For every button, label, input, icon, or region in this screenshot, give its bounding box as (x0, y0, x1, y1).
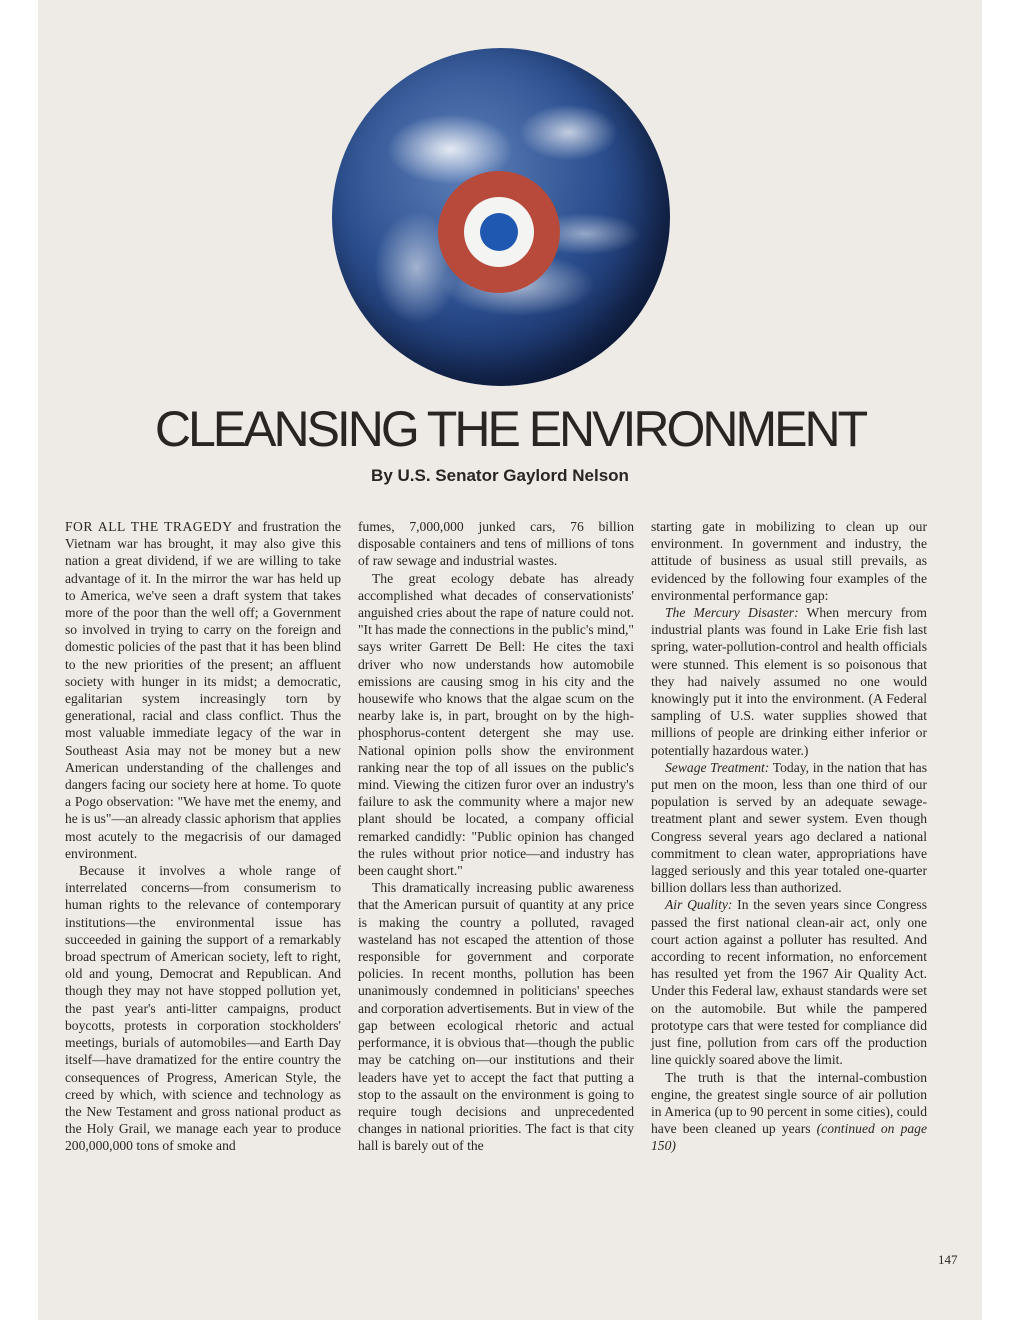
roundel-emblem (438, 171, 560, 293)
paragraph-text: Today, in the nation that has put men on the moon, less than one third of our population is served by an adequate sewage-treatment plant and sewer system. Even though Congress several years ago declared a national commitment to clean water, appropriations have lagged seriously and this year totaled one-quarter billion dollars less than authorized. (651, 759, 928, 896)
paragraph (651, 604, 927, 759)
paragraph-text: When mercury from industrial plants was found in Lake Erie fish last spring, water-pollution-control and health officials were stunned. This element is so poisonous that they had naively assumed no one would knowingly put it into the environment. (A Federal sampling of U.S. water supplies showed that millions of people are drinking either inferior or potentially hazardous water.) (651, 605, 928, 758)
paragraph (651, 896, 927, 1068)
earth-globe-illustration (332, 48, 670, 386)
paragraph: fumes, 7,000,000 junked cars, 76 billion disposable containers and tens of millions of tons of raw sewage and industrial wastes. (358, 519, 634, 569)
paragraph (651, 759, 927, 897)
paragraph: The great ecology debate has already accomplished what decades of conservationists' anguished cries about the rape of nature could not. "It has made the connections in the public's mind," says writer Garrett De Bell: He cites the taxi driver who now understands how automobile emissions are causing smog in his city and the housewife who knows that the algae scum on the nearby lake is, in part, brought on by the high-phosphorus-content detergent she may use. National opinion polls show the environment ranking near the top of all issues on the public's mind. Viewing the citizen furor over an industry's failure to ask the community where a major new plant should be located, a company official remarked candidly: "Public opinion has changed the rules without prior notice—and industry has been caught short." (358, 570, 634, 879)
lead-in: FOR ALL THE TRAGEDY (65, 519, 233, 534)
roundel-white-ring (464, 197, 534, 267)
continued-note: (continued on page 150) (651, 1121, 927, 1154)
run-in-heading: Sewage Treatment: (665, 759, 770, 775)
text-column-1 (65, 518, 341, 1155)
roundel-blue-center (480, 213, 518, 251)
paragraph: starting gate in mobilizing to clean up our environment. In government and industry, the attitude of business as usual still prevails, as evidenced by the following four examples of the environmental performance gap: (651, 519, 927, 603)
text-column-2 (358, 518, 634, 1155)
article-title: CLEANSING THE ENVIRONMENT (154, 401, 866, 457)
paragraph: This dramatically increasing public awareness that the American pursuit of quantity at any price is making the country a polluted, ravaged wasteland has not escaped the attention of those responsible for government and corporate policies. In recent months, pollution has been unanimously condemned in politicians' speeches and corporation advertisements. But in view of the gap between ecological rhetoric and actual performance, it is obvious that—though the public may be catching on—our institutions and their leaders have yet to accept the fact that putting a stop to the assault on the environment is going to require tough decisions and unprecedented changes in national priorities. The fact is that city hall is barely out of the (358, 880, 634, 1154)
paragraph: Because it involves a whole range of interrelated concerns—from consumerism to human rights to the relevance of contemporary institutions—the environmental issue has succeeded in gaining the support of a remarkably broad spectrum of American society, left to right, old and young, Democrat and Republican. And though they may not have stopped pollution yet, the past year's anti-litter campaigns, product boycotts, protests in corporation stockholders' meetings, burials of automobiles—and Earth Day itself—have dramatized for the entire country the consequences of Progress, American Style, the creed by which, with science and technology as the New Testament and gross national product as the Holy Grail, we manage each year to produce 200,000,000 tons of smoke and (65, 863, 341, 1154)
paragraph-text: and frustration the Vietnam war has brought, it may also give this nation a great dividend, if we are willing to take advantage of it. In the mirror the war has held up to America, we've seen a draft system that takes more of the poor than the well off; a Government so involved in trying to carry on the foreign and domestic policies of the past that it has been blind to the new priorities of the present; an affluent society with hunger in its midst; a democratic, egalitarian system increasingly torn by generational, racial and class conflict. Thus the most valuable immediate legacy of the war in Southeast Asia may not be money but a new American understanding of the challenges and dangers facing our society here at home. To quote a Pogo observation: "We have met the enemy, and he is us"—an already classic aphorism that applies most acutely to the megacrisis of our damaged environment. (65, 519, 341, 861)
paragraph-text: The truth is that the internal-combustion engine, the greatest single source of air pollution in America (up to 90 percent in some cities), could have been cleaned up years (651, 1069, 927, 1137)
paragraph (65, 518, 341, 862)
article-byline: By U.S. Senator Gaylord Nelson (371, 466, 629, 485)
paragraph-text: In the seven years since Congress passed the first national clean-air act, only one court action against a polluter has resulted. And according to recent information, no enforcement has resulted yet from the 1967 Air Quality Act. Under this Federal law, exhaust standards were set on the automobile. But while the pampered prototype cars that were tested for compliance did just fine, pollution from cars off the production line quickly soared above the limit. (651, 897, 927, 1068)
paragraph (651, 1069, 927, 1155)
run-in-heading: The Mercury Disaster: (665, 605, 799, 621)
text-column-3 (651, 518, 927, 1155)
run-in-heading: Air Quality: (665, 897, 733, 913)
page-number: 147 (938, 1252, 958, 1267)
